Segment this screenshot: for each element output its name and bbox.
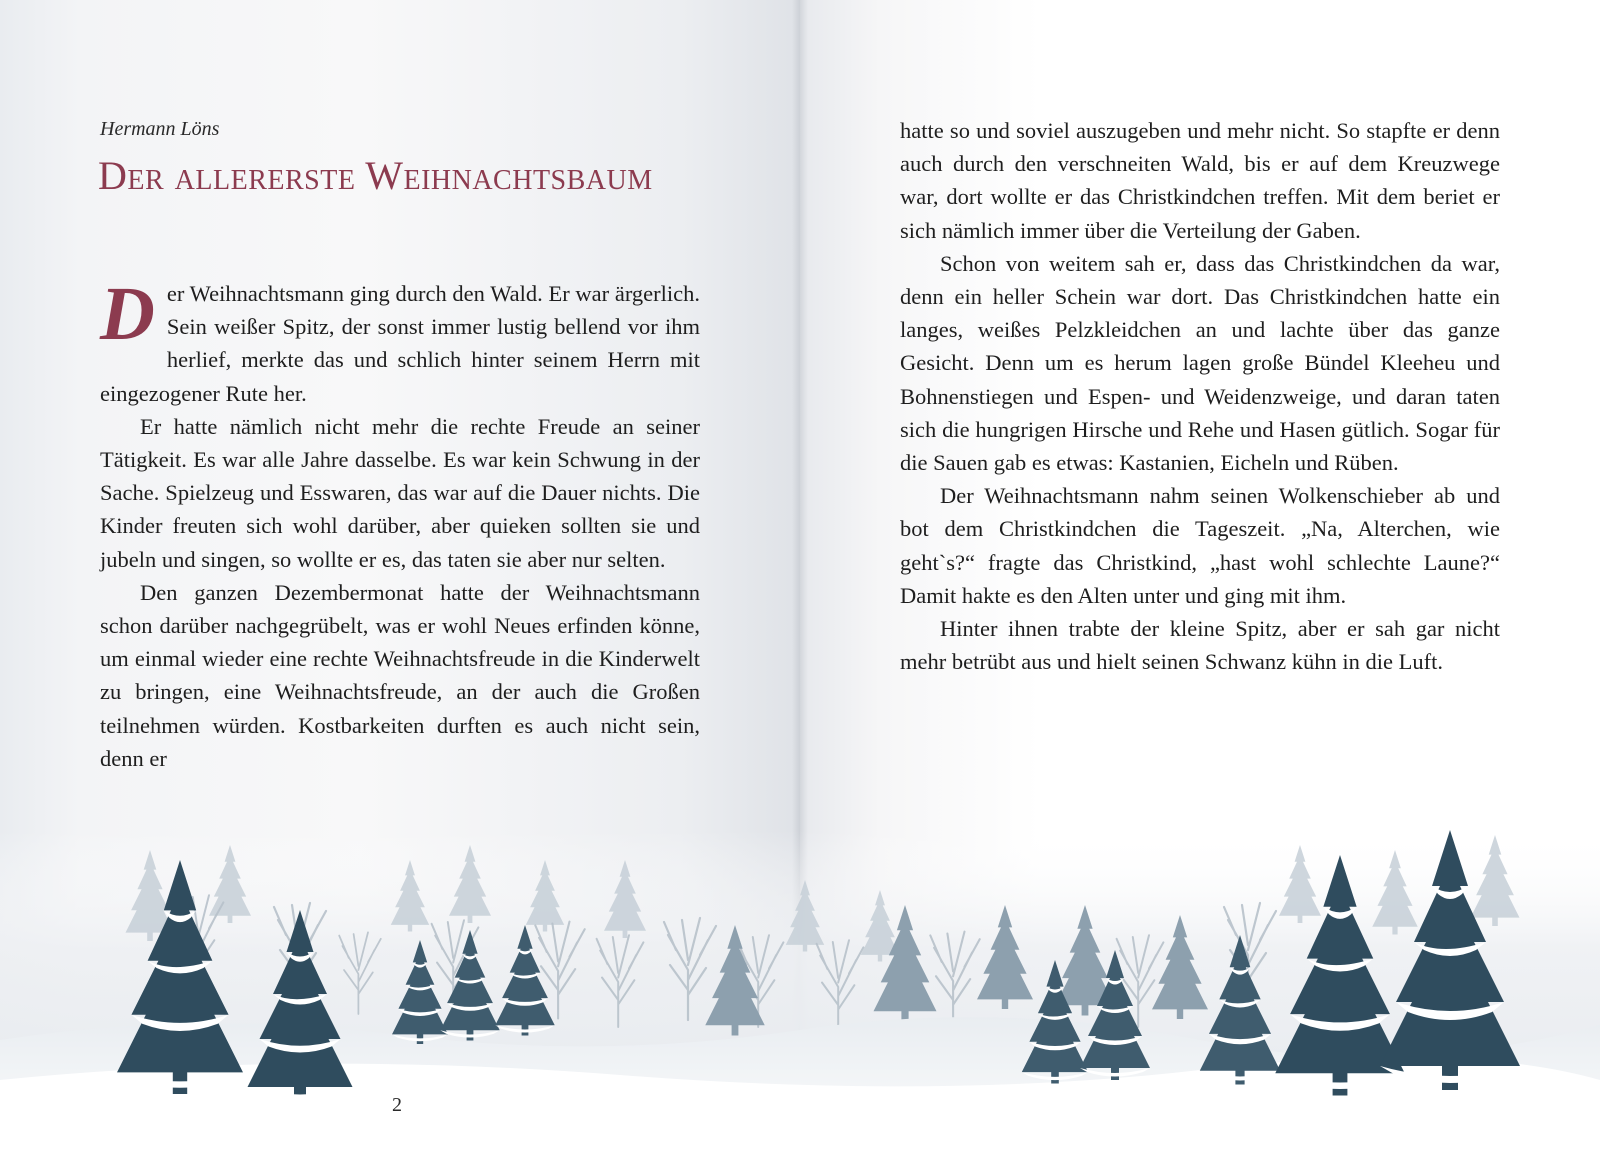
paragraph-text: er Weihnachtsmann ging durch den Wald. Er war ärgerlich. Sein weißer Spitz, der sonst immer lustig bellend vor ihm herlief, merkte das und schlich hinter seinem Herrn mit eingezogener Rute her. [100,281,700,406]
paragraph: Er hatte nämlich nicht mehr die rechte Freude an seiner Tätigkeit. Es war alle Jahre dasselbe. Es war kein Schwung in der Sache. Spielzeug und Esswaren, das war auf die Dauer nichts. Die Kinder freuten sich wohl darüber, aber quieken sollten sie und jubeln und singen, so wollte er es, das taten sie aber nur selten. [100,413,700,572]
paragraph: Hinter ihnen trabte der kleine Spitz, aber er sah gar nicht mehr betrübt aus und hielt seinen Schwanz kühn in die Luft. [900,616,1500,675]
story-title: Der allererste Weihnachtsbaum [98,153,653,198]
drop-cap: D [100,272,155,356]
paragraph [100,272,700,410]
paragraph: hatte so und soviel auszugeben und mehr nicht. So stapfte er denn auch durch den verschneiten Wald, bis er auf dem Kreuzwege war, dort wollte er das Christkindchen treffen. Mit dem beriet er sich nämlich immer über die Verteilung der Gaben. [900,118,1500,243]
author-name: Hermann Löns [100,118,220,140]
paragraph: Den ganzen Dezembermonat hatte der Weihnachtsmann schon darüber nachgegrübelt, was er wohl Neues erfinden könne, um einmal wieder eine rechte Weihnachtsfreude in die Kinderwelt zu bringen, eine Weihnachtsfreude, an der auch die Großen teilnehmen würden. Kostbarkeiten durften es auch nicht sein, denn er [100,579,700,771]
left-text-column [100,272,700,775]
paragraph: Der Weihnachtsmann nahm seinen Wolkenschieber ab und bot dem Christkindchen die Tageszeit. „Na, Alterchen, wie geht`s?“ fragte das Christkind, „hast wohl schlechte Laune?“ Damit hakte es den Alten unter und ging mit ihm. [900,483,1500,608]
right-text-column [900,114,1500,678]
paragraph: Schon von weitem sah er, dass das Christkindchen da war, denn ein heller Schein war dort. Das Christkindchen hatte ein langes, weißes Pelzkleidchen an und lachte über das ganze Gesicht. Denn um es herum lagen große Bündel Kleeheu und Bohnenstiegen und Espen- und Weidenzweige, und daran taten sich die hungrigen Hirsche und Rehe und Hasen gütlich. Sogar für die Sauen gab es etwas: Kastanien, Eicheln und Rüben. [900,250,1500,476]
page-number: 2 [392,1094,402,1116]
